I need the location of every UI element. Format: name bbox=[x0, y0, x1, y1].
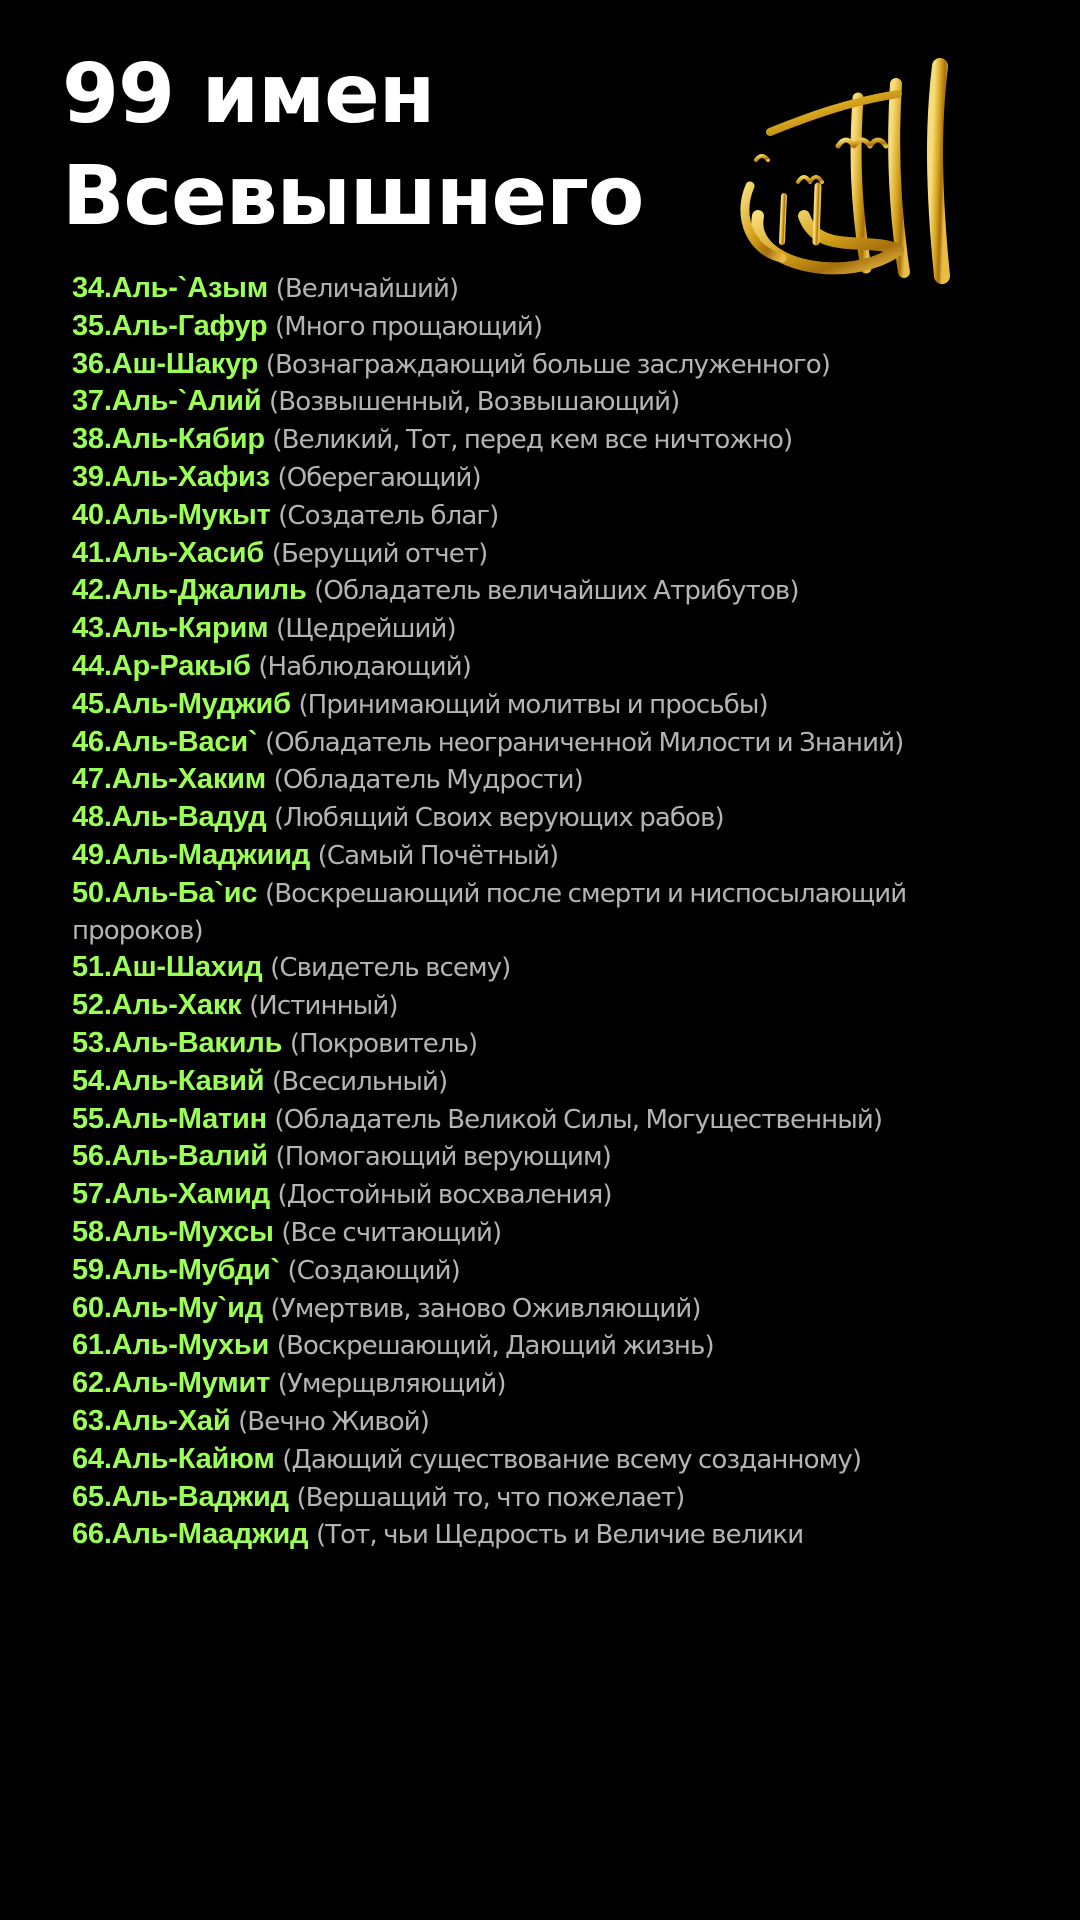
list-item bbox=[72, 724, 1022, 762]
divine-name: 57.Аль-Хамид bbox=[72, 1178, 270, 1211]
divine-name: 34.Аль-`Азым bbox=[72, 272, 268, 304]
name-meaning: (Обладатель величайших Атрибутов) bbox=[314, 576, 799, 607]
name-meaning: (Вознаграждающий больше заслуженного) bbox=[265, 349, 830, 380]
list-item bbox=[72, 1327, 1022, 1365]
divine-name: 49.Аль-Маджиид bbox=[72, 838, 311, 871]
list-item bbox=[72, 346, 1022, 384]
list-item bbox=[72, 837, 1022, 875]
list-item bbox=[72, 308, 1022, 346]
list-item bbox=[72, 383, 1022, 421]
list-item bbox=[72, 686, 1022, 724]
divine-name: 39.Аль-Хафиз bbox=[72, 460, 270, 493]
list-item bbox=[72, 648, 1022, 686]
list-item bbox=[72, 1365, 1022, 1403]
divine-name: 38.Аль-Кябир bbox=[72, 423, 265, 456]
divine-name: 36.Аш-Шакур bbox=[72, 347, 259, 380]
list-item bbox=[72, 421, 1022, 459]
name-meaning: (Берущий отчет) bbox=[271, 538, 488, 569]
name-meaning: (Воскрешающий, Дающий жизнь) bbox=[276, 1331, 714, 1362]
name-meaning: (Достойный восхваления) bbox=[277, 1180, 612, 1211]
divine-name: 51.Аш-Шахид bbox=[72, 951, 263, 984]
list-item bbox=[72, 987, 1022, 1025]
name-meaning: (Воскрешающий после смерти и ниспосылающий пророков) bbox=[72, 878, 907, 946]
list-item bbox=[72, 1252, 1022, 1290]
name-meaning: (Обладатель Великой Силы, Могущественный) bbox=[274, 1104, 883, 1135]
name-meaning: (Любящий Своих верующих рабов) bbox=[274, 803, 724, 834]
list-item bbox=[72, 459, 1022, 497]
divine-name: 48.Аль-Вадуд bbox=[72, 801, 267, 834]
divine-name: 35.Аль-Гафур bbox=[72, 309, 268, 342]
list-item bbox=[72, 1101, 1022, 1139]
list-item bbox=[72, 1479, 1022, 1517]
name-meaning: (Оберегающий) bbox=[277, 462, 481, 493]
divine-name: 62.Аль-Мумит bbox=[72, 1367, 271, 1400]
divine-name: 56.Аль-Валий bbox=[72, 1140, 268, 1173]
list-item bbox=[72, 610, 1022, 648]
divine-name: 43.Аль-Кярим bbox=[72, 612, 269, 645]
allah-calligraphy-logo bbox=[718, 36, 978, 296]
name-meaning: (Обладатель Мудрости) bbox=[273, 765, 583, 796]
name-meaning: (Дающий существование всему созданному) bbox=[282, 1444, 862, 1475]
name-meaning: (Свидетель всему) bbox=[270, 953, 511, 984]
list-item bbox=[72, 270, 1022, 308]
divine-name: 45.Аль-Муджиб bbox=[72, 687, 291, 720]
list-item bbox=[72, 497, 1022, 535]
name-meaning: (Тот, чьи Щедрость и Величие велики bbox=[315, 1520, 804, 1551]
title-line-2: Всевышнего bbox=[62, 149, 644, 244]
list-item bbox=[72, 799, 1022, 837]
divine-name: 55.Аль-Матин bbox=[72, 1102, 267, 1135]
list-item bbox=[72, 1176, 1022, 1214]
list-item bbox=[72, 1063, 1022, 1101]
name-meaning: (Умертвив, заново Оживляющий) bbox=[270, 1293, 701, 1324]
list-item bbox=[72, 1025, 1022, 1063]
divine-name: 59.Аль-Мубди` bbox=[72, 1253, 280, 1286]
names-list bbox=[72, 270, 1022, 1554]
list-item bbox=[72, 1138, 1022, 1176]
divine-name: 65.Аль-Ваджид bbox=[72, 1480, 289, 1513]
divine-name: 58.Аль-Мухсы bbox=[72, 1215, 274, 1248]
divine-name: 63.Аль-Хай bbox=[72, 1404, 231, 1437]
divine-name: 53.Аль-Вакиль bbox=[72, 1026, 283, 1059]
name-meaning: (Все считающий) bbox=[281, 1217, 502, 1248]
list-item bbox=[72, 875, 1022, 950]
name-meaning: (Создатель благ) bbox=[278, 500, 499, 531]
list-item bbox=[72, 535, 1022, 573]
divine-name: 46.Аль-Васи` bbox=[72, 725, 258, 758]
name-meaning: (Помогающий верующим) bbox=[275, 1142, 612, 1173]
name-meaning: (Всесильный) bbox=[272, 1066, 448, 1097]
name-meaning: (Создающий) bbox=[287, 1255, 460, 1286]
divine-name: 40.Аль-Мукыт bbox=[72, 498, 271, 531]
divine-name: 50.Аль-Ба`ис bbox=[72, 876, 258, 909]
divine-name: 61.Аль-Мухьи bbox=[72, 1329, 270, 1362]
name-meaning: (Возвышенный, Возвышающий) bbox=[269, 387, 680, 418]
name-meaning: (Наблюдающий) bbox=[258, 651, 472, 682]
name-meaning: (Величайший) bbox=[275, 274, 459, 304]
divine-name: 54.Аль-Кавий bbox=[72, 1064, 265, 1097]
page-title bbox=[62, 44, 643, 248]
divine-name: 52.Аль-Хакк bbox=[72, 989, 242, 1022]
divine-name: 44.Ар-Ракыб bbox=[72, 649, 251, 682]
list-item bbox=[72, 1441, 1022, 1479]
name-meaning: (Вершащий то, что пожелает) bbox=[296, 1482, 685, 1513]
name-meaning: (Принимающий молитвы и просьбы) bbox=[298, 689, 768, 720]
name-meaning: (Много прощающий) bbox=[275, 311, 543, 342]
divine-name: 64.Аль-Кайюм bbox=[72, 1442, 275, 1475]
list-item bbox=[72, 1403, 1022, 1441]
name-meaning: (Щедрейший) bbox=[275, 614, 456, 645]
list-item bbox=[72, 761, 1022, 799]
list-item bbox=[72, 1290, 1022, 1328]
divine-name: 42.Аль-Джалиль bbox=[72, 574, 307, 607]
list-item bbox=[72, 1214, 1022, 1252]
divine-name: 60.Аль-Му`ид bbox=[72, 1291, 263, 1324]
divine-name: 66.Аль-Мааджид bbox=[72, 1518, 309, 1551]
name-meaning: (Покровитель) bbox=[289, 1028, 478, 1059]
list-item bbox=[72, 1516, 1022, 1554]
name-meaning: (Великий, Тот, перед кем все ничтожно) bbox=[272, 425, 793, 456]
name-meaning: (Вечно Живой) bbox=[238, 1406, 430, 1437]
list-item bbox=[72, 572, 1022, 610]
name-meaning: (Обладатель неограниченной Милости и Знаний) bbox=[265, 727, 904, 758]
list-item bbox=[72, 949, 1022, 987]
divine-name: 37.Аль-`Алий bbox=[72, 385, 262, 418]
divine-name: 41.Аль-Хасиб bbox=[72, 536, 265, 569]
divine-name: 47.Аль-Хаким bbox=[72, 763, 267, 796]
name-meaning: (Самый Почётный) bbox=[317, 840, 559, 871]
title-line-1: 99 имен bbox=[62, 47, 435, 142]
name-meaning: (Истинный) bbox=[249, 991, 398, 1022]
name-meaning: (Умерщвляющий) bbox=[277, 1369, 506, 1400]
